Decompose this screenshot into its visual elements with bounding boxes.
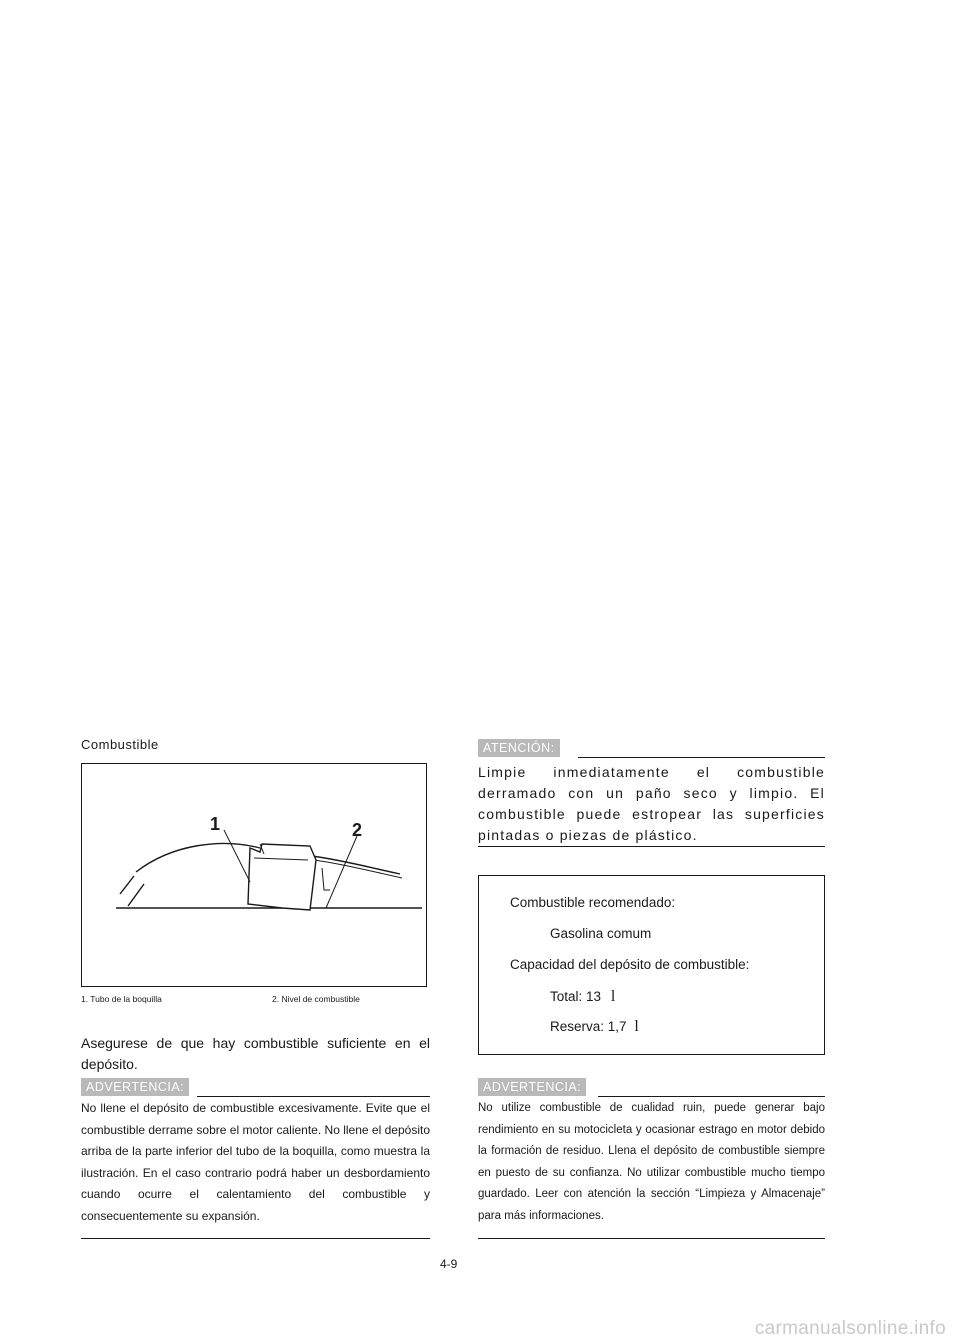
warning-left-text: No llene el depósito de combustible excesivamente. Evite que el combustible derrame sobre el motor caliente. No llene el depósito arriba de la parte inferior del tubo de la boquilla, como muestra la ilustración. En el caso contrario podrá haber un desbordamiento cuando ocurre el calentamiento del combustible y consecuentemente su expansión. — [81, 1101, 430, 1223]
warning-right-top-rule — [598, 1096, 825, 1097]
spec-label-capacity: Capacidad del depósito de combustible: — [510, 957, 750, 972]
warning-left-block — [81, 1078, 430, 1227]
callout-2: 2 — [352, 820, 363, 840]
intro-paragraph: Asegurese de que hay combustible suficiente en el depósito. — [81, 1035, 430, 1072]
figure-caption-2: 2. Nivel de combustible — [272, 994, 360, 1004]
caution-top-rule — [578, 757, 825, 758]
spec-total-value: Total: 13 — [550, 989, 602, 1004]
warning-left-top-rule — [197, 1096, 430, 1097]
spec-label-fuel: Combustible recomendado: — [510, 895, 676, 910]
warning-left-tag: ADVERTENCIA: — [81, 1078, 189, 1096]
fuel-tank-drawing — [82, 764, 428, 988]
warning-right-block — [478, 1078, 825, 1227]
fuel-tank-illustration — [81, 763, 427, 987]
watermark: carmanualsonline.info — [754, 1318, 946, 1339]
warning-right-text: No utilize combustible de cualidad ruin, puede generar bajo rendimiento en su motocicleta y ocasionar estrago en motor debido la formación de residuo. Llena el depósito de combustible siempre en puesto de su confianza. No utilizar combustible mucho tiempo guardado. Leer con atención la sección “Limpieza y Almacenaje” para más informaciones. — [478, 1102, 825, 1222]
spec-value-fuel: Gasolina comum — [550, 926, 652, 941]
callout-1: 1 — [210, 814, 221, 834]
spec-total-unit: l — [610, 988, 616, 1005]
section-heading: Combustible — [81, 737, 159, 752]
warning-right-bottom-rule — [478, 1238, 825, 1239]
page-number: 4-9 — [440, 1257, 458, 1271]
fuel-spec-box — [478, 875, 825, 1055]
caution-bottom-rule — [478, 846, 825, 847]
spec-reserve-value: Reserva: 1,7 — [550, 1019, 627, 1034]
caution-block — [478, 739, 825, 846]
warning-left-bottom-rule — [81, 1238, 430, 1239]
spec-total — [550, 988, 615, 1006]
warning-right-tag: ADVERTENCIA: — [478, 1078, 586, 1096]
figure-caption-1: 1. Tubo de la boquilla — [81, 994, 162, 1004]
spec-reserve-unit: l — [634, 1018, 639, 1035]
caution-text: Limpie inmediatamente el combustible derramado con un paño seco y limpio. El combustible puede estropear las superficies pintadas o piezas de plástico. — [478, 764, 825, 843]
caution-tag: ATENCIÓN: — [478, 739, 560, 757]
spec-reserve — [550, 1018, 639, 1036]
